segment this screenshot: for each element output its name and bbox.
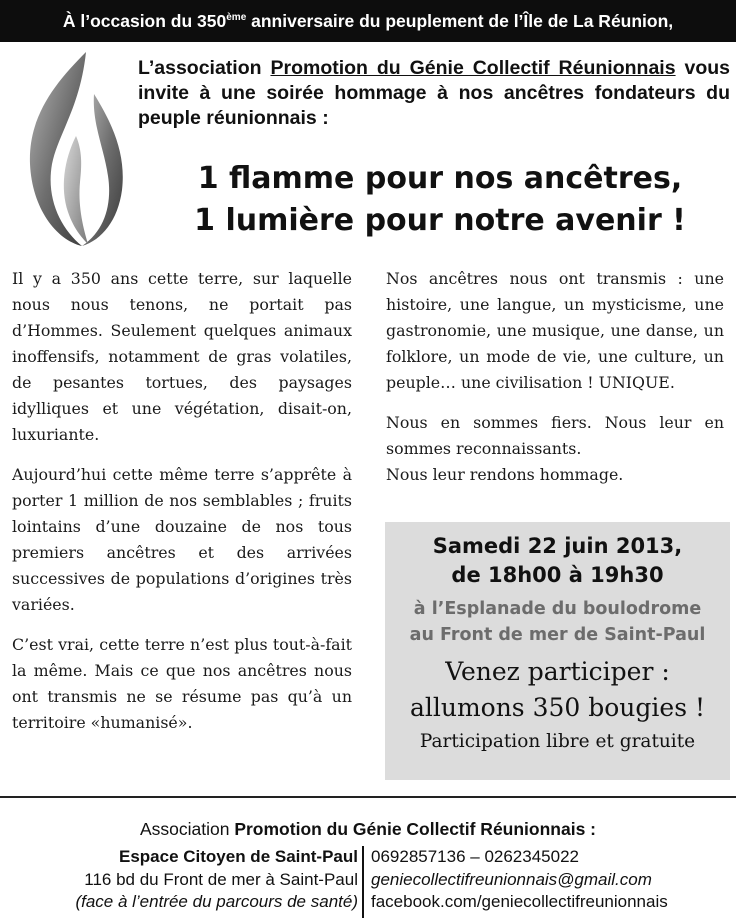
- contact-email[interactable]: geniecollectifreunionnais@gmail.com: [371, 869, 652, 889]
- event-participation-note: Participation libre et gratuite: [419, 731, 696, 752]
- headline: [140, 158, 736, 242]
- left-paragraph: C’est vrai, cette terre n’est plus tout-à-fait la même. Mais ce que nos ancêtres nous ont transmis ne se résume pas qu’à un territoire «humanisé».: [12, 635, 352, 732]
- contact-facebook[interactable]: facebook.com/geniecollectifreunionnais: [371, 892, 668, 911]
- invitation-text: [138, 56, 730, 131]
- event-call-line-2: allumons 350 bougies !: [409, 693, 706, 722]
- banner-text-end: anniversaire du peuplement de l’Île de La Réunion,: [246, 11, 674, 31]
- event-day: Samedi 22 juin 2013,: [432, 534, 683, 558]
- address-venue: Espace Citoyen de Saint-Paul: [118, 847, 358, 866]
- event-call-to-action: [385, 654, 730, 726]
- left-paragraph: Aujourd’hui cette même terre s’apprête à porter 1 million de nos semblables ; fruits lointains d’une douzaine de nos tous premiers ancêtres et des arrivées successives de populations d’origines très variées.: [12, 465, 352, 614]
- invitation-body: vous invite à une soirée hommage à nos ancêtres fondateurs du peuple réunionnais :: [138, 57, 731, 129]
- address-street: 116 bd du Front de mer à Saint-Paul: [84, 869, 358, 889]
- event-date: [385, 532, 730, 590]
- event-time: de 18h00 à 19h30: [451, 563, 664, 587]
- invitation-prefix: L’association: [138, 57, 271, 79]
- footer-address: [16, 846, 358, 914]
- headline-line-1: 1 flamme pour nos ancêtres,: [197, 161, 683, 196]
- banner-superscript: ème: [226, 12, 247, 23]
- association-name: Promotion du Génie Collectif Réunionnais: [270, 57, 676, 79]
- event-box: [385, 522, 730, 780]
- left-paragraph: Il y a 350 ans cette terre, sur laquelle nous nous tenons, ne portait pas d’Hommes. Seulement quelques animaux inoffensifs, notamment de gras volatiles, de pesantes tortues, des paysages idylliques et une végétation, disait-on, luxuriante.: [12, 269, 352, 444]
- right-paragraph: Nous en sommes fiers. Nous leur en sommes reconnaissants.: [386, 413, 724, 458]
- right-paragraph: Nous leur rendons hommage.: [386, 465, 624, 484]
- headline-line-2: 1 lumière pour notre avenir !: [194, 203, 686, 238]
- footer-column-divider: [362, 846, 364, 918]
- banner-text-start: À l’occasion du 350: [62, 11, 227, 31]
- footer-title: [0, 818, 736, 840]
- event-place-line-1: à l’Esplanade du boulodrome: [413, 599, 702, 619]
- right-column: [386, 266, 724, 502]
- contact-phones: 0692857136 – 0262345022: [371, 847, 579, 866]
- event-location: [385, 596, 730, 648]
- anniversary-banner: [0, 0, 736, 42]
- footer-title-org: Promotion du Génie Collectif Réunionnais :: [234, 819, 597, 839]
- event-place-line-2: au Front de mer de Saint-Paul: [409, 625, 706, 645]
- footer-contact: [371, 846, 731, 914]
- footer-title-prefix: Association: [139, 819, 235, 839]
- event-call-line-1: Venez participer :: [445, 657, 670, 686]
- address-landmark: (face à l’entrée du parcours de santé): [75, 892, 358, 911]
- footer-divider: [0, 796, 736, 798]
- right-paragraph: Nos ancêtres nous ont transmis : une histoire, une langue, un mysticisme, une gastronomie, une musique, une danse, un folklore, un mode de vie, une culture, un peuple… une civilisation ! UNIQUE.: [386, 269, 724, 392]
- left-column: [12, 266, 352, 750]
- flame-icon: [16, 48, 138, 248]
